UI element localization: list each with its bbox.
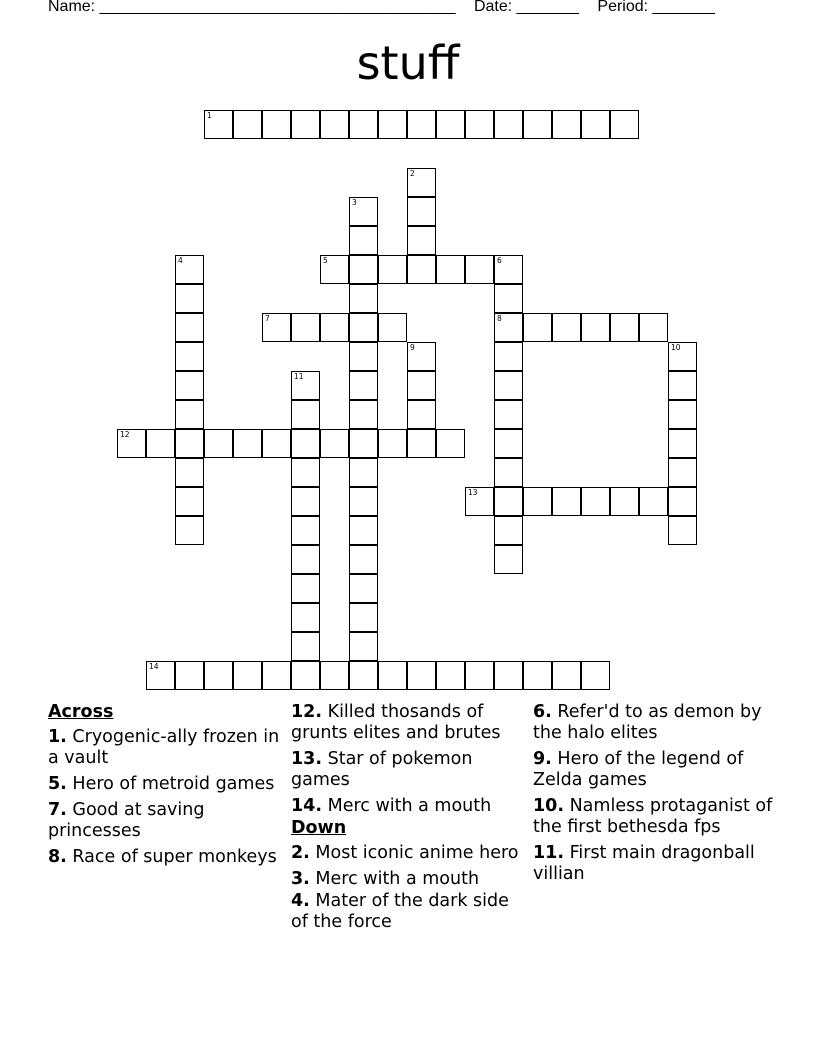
grid-cell[interactable] xyxy=(523,487,552,516)
grid-cell[interactable] xyxy=(407,342,436,371)
grid-cell[interactable] xyxy=(581,110,610,139)
grid-cell[interactable] xyxy=(349,313,378,342)
clue-down-9: 9. Hero of the legend of Zelda games xyxy=(533,749,744,790)
clue-across-1: 1. Cryogenic-ally frozen in a vault xyxy=(48,727,280,768)
grid-cell[interactable] xyxy=(320,313,349,342)
grid-cell[interactable] xyxy=(465,255,494,284)
grid-cell[interactable] xyxy=(349,255,378,284)
grid-cell[interactable] xyxy=(349,429,378,458)
grid-cell[interactable] xyxy=(494,487,523,516)
grid-cell[interactable] xyxy=(668,516,697,545)
grid-cell[interactable] xyxy=(552,661,581,690)
grid-cell[interactable] xyxy=(668,487,697,516)
grid-cell[interactable] xyxy=(349,226,378,255)
grid-cell[interactable] xyxy=(291,661,320,690)
grid-cell[interactable] xyxy=(407,168,436,197)
grid-cell[interactable] xyxy=(465,487,494,516)
page-title: stuff xyxy=(356,36,460,90)
grid-cell[interactable] xyxy=(349,487,378,516)
grid-cell[interactable] xyxy=(233,110,262,139)
grid-cell[interactable] xyxy=(378,661,407,690)
clue-number: 8 xyxy=(497,314,502,323)
clue-across-7: 7. Good at saving princesses xyxy=(48,800,205,841)
grid-cell[interactable] xyxy=(523,313,552,342)
grid-cell[interactable] xyxy=(320,661,349,690)
grid-cell[interactable] xyxy=(291,487,320,516)
grid-cell[interactable] xyxy=(291,313,320,342)
clue-number: 10 xyxy=(671,343,681,352)
grid-cell[interactable] xyxy=(668,371,697,400)
grid-cell[interactable] xyxy=(291,458,320,487)
grid-cell[interactable] xyxy=(349,371,378,400)
grid-cell[interactable] xyxy=(494,110,523,139)
grid-cell[interactable] xyxy=(668,342,697,371)
grid-cell[interactable] xyxy=(175,284,204,313)
down-heading: Down xyxy=(291,818,347,838)
grid-cell[interactable] xyxy=(349,661,378,690)
grid-cell[interactable] xyxy=(233,429,262,458)
clue-down-3: 3. Merc with a mouth xyxy=(291,869,480,889)
grid-cell[interactable] xyxy=(291,429,320,458)
grid-cell[interactable] xyxy=(668,458,697,487)
grid-cell[interactable] xyxy=(175,429,204,458)
clue-down-6: 6. Refer'd to as demon by the halo elites xyxy=(533,702,762,743)
grid-cell[interactable] xyxy=(146,661,175,690)
date-field[interactable]: Date: _______ xyxy=(473,0,579,15)
clue-column-3 xyxy=(533,702,773,890)
grid-cell[interactable] xyxy=(436,429,465,458)
grid-cell[interactable] xyxy=(175,371,204,400)
clue-across-12: 12. Killed thosands of grunts elites and brutes xyxy=(291,702,501,743)
grid-cell[interactable] xyxy=(581,487,610,516)
grid-cell[interactable] xyxy=(378,429,407,458)
grid-cell[interactable] xyxy=(291,574,320,603)
across-heading: Across xyxy=(48,702,114,722)
clue-number: 11 xyxy=(294,372,304,381)
grid-cell[interactable] xyxy=(552,110,581,139)
grid-cell[interactable] xyxy=(668,400,697,429)
grid-cell[interactable] xyxy=(378,255,407,284)
grid-cell[interactable] xyxy=(349,110,378,139)
grid-cell[interactable] xyxy=(175,661,204,690)
grid-cell[interactable] xyxy=(320,255,349,284)
grid-cell[interactable] xyxy=(494,371,523,400)
clue-number: 6 xyxy=(497,256,502,265)
grid-cell[interactable] xyxy=(291,545,320,574)
grid-cell[interactable] xyxy=(175,487,204,516)
grid-cell[interactable] xyxy=(349,516,378,545)
grid-cell[interactable] xyxy=(291,632,320,661)
grid-cell[interactable] xyxy=(175,313,204,342)
grid-cell[interactable] xyxy=(204,429,233,458)
grid-cell[interactable] xyxy=(320,429,349,458)
grid-cell[interactable] xyxy=(175,458,204,487)
grid-cell[interactable] xyxy=(349,342,378,371)
grid-cell[interactable] xyxy=(436,110,465,139)
grid-cell[interactable] xyxy=(639,313,668,342)
clue-column-1 xyxy=(48,702,280,873)
grid-cell[interactable] xyxy=(494,429,523,458)
grid-cell[interactable] xyxy=(262,313,291,342)
grid-cell[interactable] xyxy=(407,197,436,226)
grid-cell[interactable] xyxy=(204,110,233,139)
clue-down-11: 11. First main dragonball villian xyxy=(533,843,755,884)
clue-down-2: 2. Most iconic anime hero xyxy=(291,843,519,863)
grid-cell[interactable] xyxy=(262,661,291,690)
grid-cell[interactable] xyxy=(407,255,436,284)
grid-cell[interactable] xyxy=(349,197,378,226)
grid-cell[interactable] xyxy=(494,545,523,574)
grid-cell[interactable] xyxy=(581,661,610,690)
grid-cell[interactable] xyxy=(407,371,436,400)
grid-cell[interactable] xyxy=(349,284,378,313)
clue-across-5: 5. Hero of metroid games xyxy=(48,774,275,794)
grid-cell[interactable] xyxy=(494,255,523,284)
clue-number: 12 xyxy=(120,430,130,439)
grid-cell[interactable] xyxy=(378,313,407,342)
grid-cell[interactable] xyxy=(494,342,523,371)
clue-down-4: 4. Mater of the dark side of the force xyxy=(291,891,509,932)
clue-number: 3 xyxy=(352,198,357,207)
grid-cell[interactable] xyxy=(639,487,668,516)
grid-cell[interactable] xyxy=(610,487,639,516)
grid-cell[interactable] xyxy=(262,110,291,139)
grid-cell[interactable] xyxy=(175,255,204,284)
grid-cell[interactable] xyxy=(175,342,204,371)
clue-across-8: 8. Race of super monkeys xyxy=(48,847,277,867)
grid-cell[interactable] xyxy=(146,429,175,458)
grid-cell[interactable] xyxy=(494,313,523,342)
clue-across-13: 13. Star of pokemon games xyxy=(291,749,473,790)
grid-cell[interactable] xyxy=(436,661,465,690)
grid-cell[interactable] xyxy=(291,516,320,545)
grid-cell[interactable] xyxy=(349,632,378,661)
grid-cell[interactable] xyxy=(349,603,378,632)
grid-cell[interactable] xyxy=(291,400,320,429)
grid-cell[interactable] xyxy=(320,110,349,139)
clue-across-14: 14. Merc with a mouth xyxy=(291,796,492,816)
grid-cell[interactable] xyxy=(407,661,436,690)
grid-cell[interactable] xyxy=(407,429,436,458)
grid-cell[interactable] xyxy=(204,661,233,690)
grid-cell[interactable] xyxy=(175,516,204,545)
clue-number: 2 xyxy=(410,169,415,178)
grid-cell[interactable] xyxy=(494,661,523,690)
clue-down-10: 10. Namless protaganist of the first bethesda fps xyxy=(533,796,773,837)
grid-cell[interactable] xyxy=(349,400,378,429)
grid-cell[interactable] xyxy=(610,110,639,139)
clue-number: 13 xyxy=(468,488,478,497)
clue-number: 5 xyxy=(323,256,328,265)
grid-cell[interactable] xyxy=(523,661,552,690)
grid-cell[interactable] xyxy=(494,400,523,429)
grid-cell[interactable] xyxy=(494,458,523,487)
grid-cell[interactable] xyxy=(291,371,320,400)
grid-cell[interactable] xyxy=(262,429,291,458)
period-field[interactable]: Period: _______ xyxy=(597,0,715,15)
clue-number: 1 xyxy=(207,111,212,120)
clue-number: 7 xyxy=(265,314,270,323)
grid-cell[interactable] xyxy=(552,487,581,516)
grid-cell[interactable] xyxy=(407,110,436,139)
grid-cell[interactable] xyxy=(494,284,523,313)
grid-cell[interactable] xyxy=(494,516,523,545)
grid-cell[interactable] xyxy=(581,313,610,342)
grid-cell[interactable] xyxy=(349,458,378,487)
grid-cell[interactable] xyxy=(233,661,262,690)
grid-cell[interactable] xyxy=(610,313,639,342)
grid-cell[interactable] xyxy=(349,545,378,574)
grid-cell[interactable] xyxy=(117,429,146,458)
grid-cell[interactable] xyxy=(436,255,465,284)
grid-cell[interactable] xyxy=(378,110,407,139)
grid-cell[interactable] xyxy=(175,400,204,429)
grid-cell[interactable] xyxy=(552,313,581,342)
grid-cell[interactable] xyxy=(407,400,436,429)
clue-column-2 xyxy=(291,702,529,938)
grid-cell[interactable] xyxy=(668,429,697,458)
grid-cell[interactable] xyxy=(407,226,436,255)
grid-cell[interactable] xyxy=(523,110,552,139)
grid-cell[interactable] xyxy=(291,603,320,632)
clue-number: 9 xyxy=(410,343,415,352)
grid-cell[interactable] xyxy=(465,110,494,139)
name-field[interactable]: Name: ________________________________________ xyxy=(48,0,456,15)
grid-cell[interactable] xyxy=(291,110,320,139)
grid-cell[interactable] xyxy=(349,574,378,603)
clue-number: 4 xyxy=(178,256,183,265)
clue-number: 14 xyxy=(149,662,159,671)
grid-cell[interactable] xyxy=(465,661,494,690)
